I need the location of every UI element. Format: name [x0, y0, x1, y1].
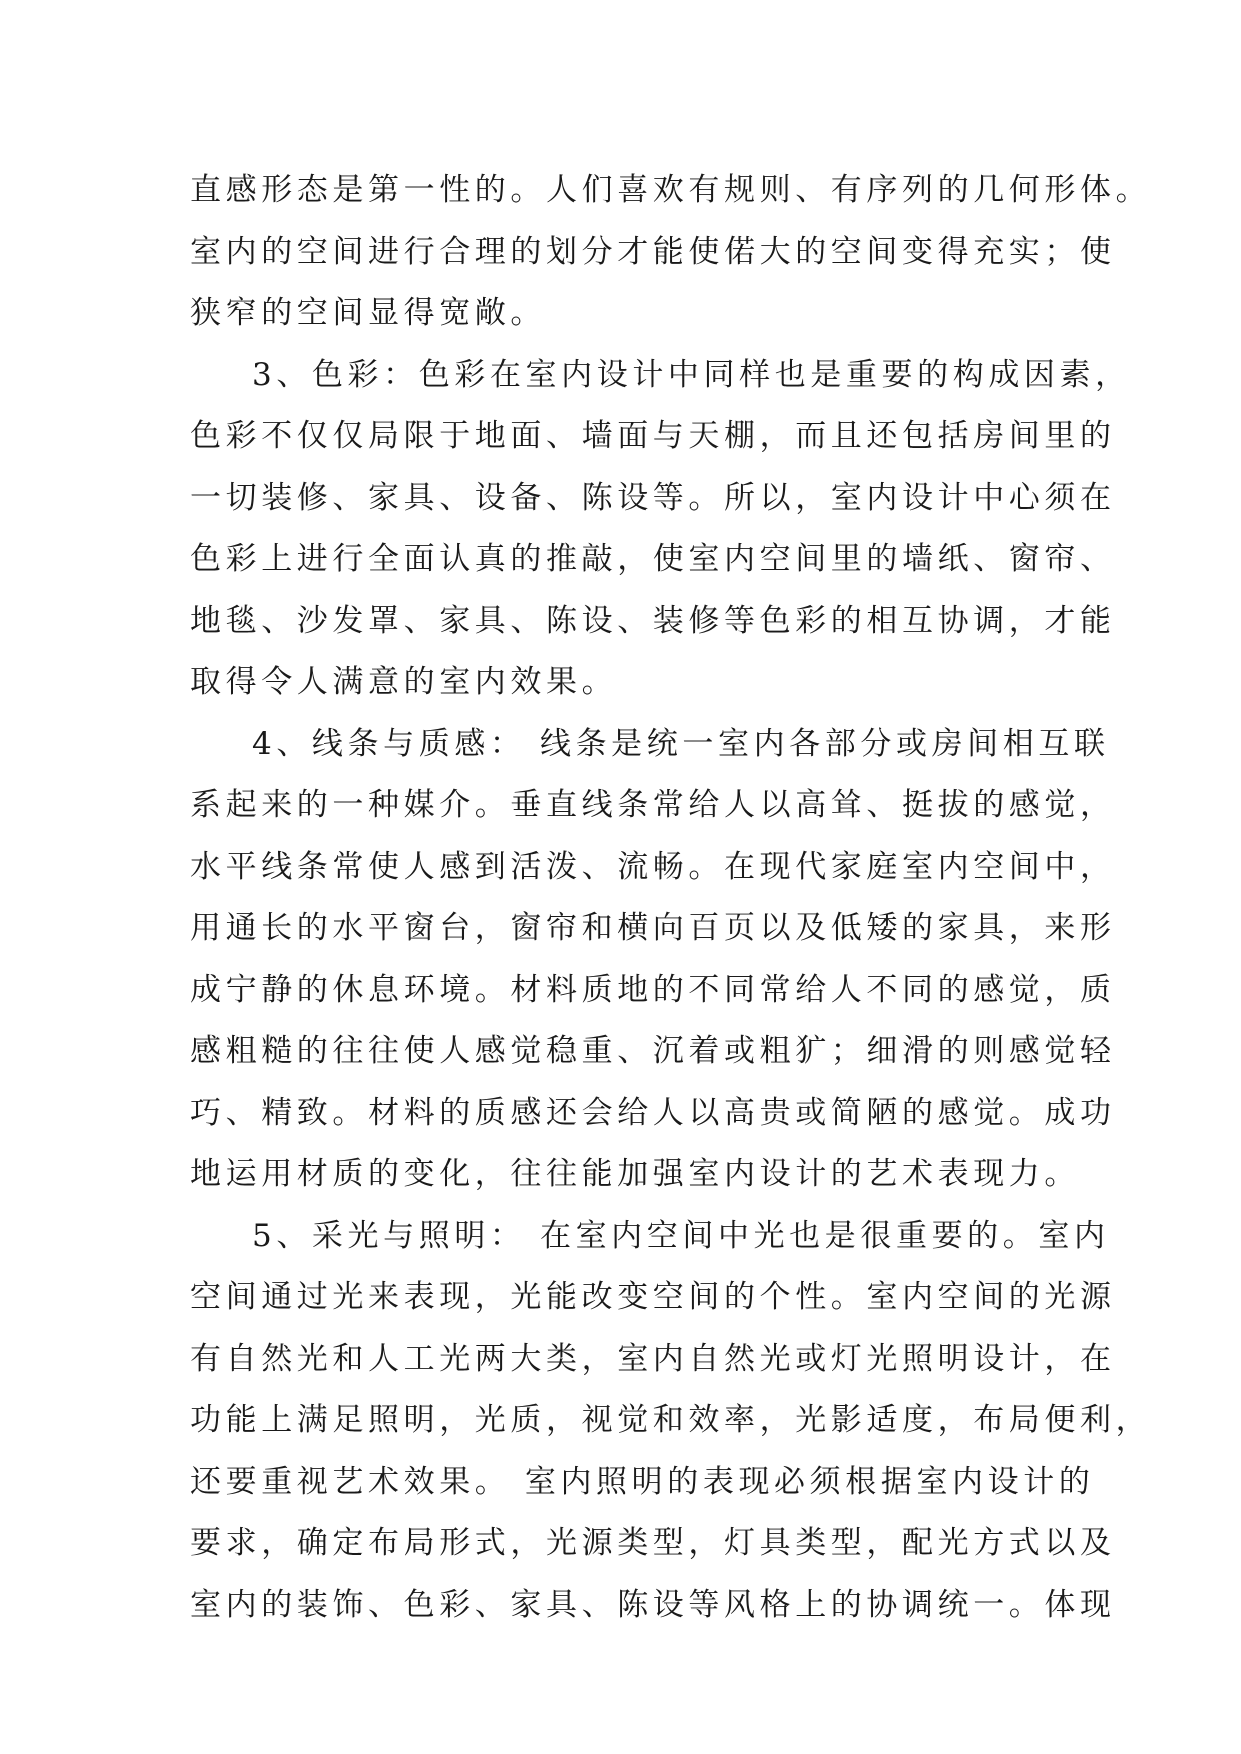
text-line: 狭窄的空间显得宽敞。	[190, 295, 546, 331]
text-line: 3、色彩：色彩在室内设计中同样也是重要的构成因素，	[252, 356, 1131, 393]
text-line: 成宁静的休息环境。材料质地的不同常给人不同的感觉，质	[190, 971, 1116, 1008]
text-line: 系起来的一种媒介。垂直线条常给人以高耸、挺拔的感觉，	[190, 787, 1116, 823]
text-line: 地毯、沙发罩、家具、陈设、装修等色彩的相互协调，才能	[190, 602, 1116, 639]
text-line: 还要重视艺术效果。 室内照明的表现必须根据室内设计的	[190, 1463, 1095, 1500]
text-line: 色彩不仅仅局限于地面、墙面与天棚，而且还包括房间里的	[190, 418, 1116, 454]
text-line: 感粗糙的往往使人感觉稳重、沉着或粗犷；细滑的则感觉轻	[190, 1033, 1116, 1069]
text-line: 4、线条与质感： 线条是统一室内各部分或房间相互联	[252, 725, 1110, 762]
text-line: 功能上满足照明，光质，视觉和效率，光影适度，布局便利，	[190, 1402, 1152, 1438]
text-line: 色彩上进行全面认真的推敲，使室内空间里的墙纸、窗帘、	[190, 541, 1116, 577]
text-line: 5、采光与照明： 在室内空间中光也是很重要的。室内	[252, 1217, 1110, 1254]
text-line: 一切装修、家具、设备、陈设等。所以，室内设计中心须在	[190, 479, 1116, 516]
text-line: 巧、精致。材料的质感还会给人以高贵或简陋的感觉。成功	[190, 1094, 1116, 1131]
text-line: 有自然光和人工光两大类，室内自然光或灯光照明设计，在	[190, 1340, 1116, 1377]
text-line: 取得令人满意的室内效果。	[190, 664, 618, 700]
text-line: 地运用材质的变化，往往能加强室内设计的艺术表现力。	[190, 1156, 1080, 1192]
text-line: 直感形态是第一性的。人们喜欢有规则、有序列的几何形体。	[190, 172, 1152, 208]
text-line: 要求，确定布局形式，光源类型，灯具类型，配光方式以及	[190, 1525, 1116, 1561]
body-text	[190, 160, 1152, 1636]
text-line: 用通长的水平窗台，窗帘和横向百页以及低矮的家具，来形	[190, 910, 1116, 946]
text-line: 室内的空间进行合理的划分才能使偌大的空间变得充实；使	[190, 233, 1116, 270]
text-line: 水平线条常使人感到活泼、流畅。在现代家庭室内空间中，	[190, 848, 1116, 885]
text-line: 室内的装饰、色彩、家具、陈设等风格上的协调统一。体现	[190, 1586, 1116, 1623]
text-line: 空间通过光来表现，光能改变空间的个性。室内空间的光源	[190, 1279, 1116, 1315]
